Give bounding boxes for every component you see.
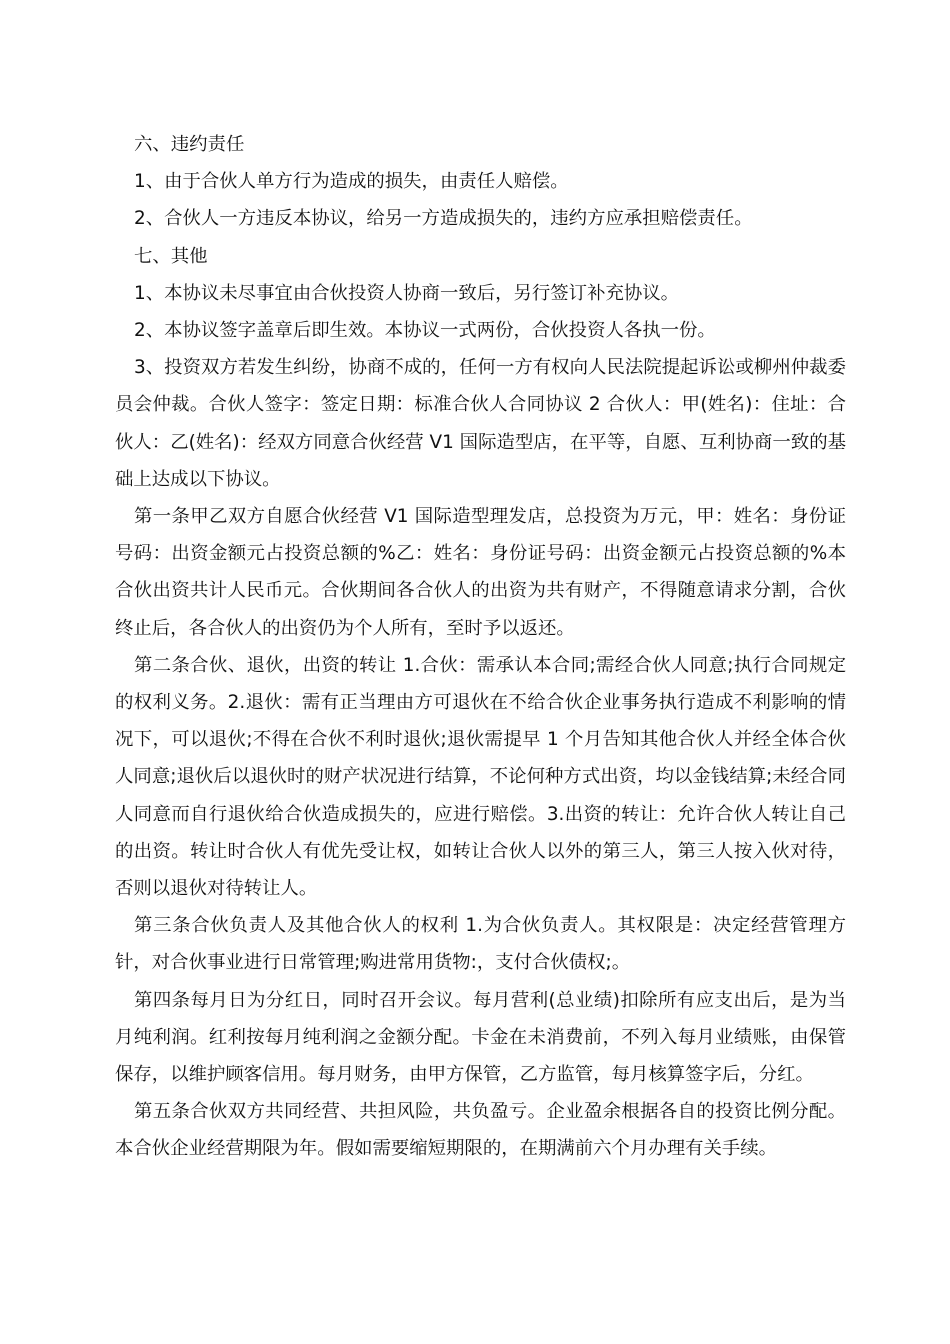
clause-paragraph: 3、投资双方若发生纠纷，协商不成的，任何一方有权向人民法院提起诉讼或柳州仲裁委员会仲裁。合伙人签字：签定日期：标准合伙人合同协议 2 合伙人：甲(姓名)：住址：合伙人：乙(姓名)：经双方同意合伙经营 V1 国际造型店，在平等，自愿、互利协商一致的基础上达成以下协议。 [115,357,846,490]
article-paragraph: 第五条合伙双方共同经营、共担风险，共负盈亏。企业盈余根据各自的投资比例分配。本合伙企业经营期限为年。假如需要缩短期限的，在期满前六个月办理有关手续。 [115,1101,846,1160]
section-heading-breach-liability: 六、违约责任 [134,134,245,155]
clause-paragraph: 2、本协议签字盖章后即生效。本协议一式两份，合伙投资人各执一份。 [134,320,716,342]
clause-paragraph: 1、本协议未尽事宜由合伙投资人协商一致后，另行签订补充协议。 [134,282,680,304]
clause-paragraph: 2、合伙人一方违反本协议，给另一方造成损失的，违约方应承担赔偿责任。 [134,208,753,230]
article-paragraph: 第四条每月日为分红日，同时召开会议。每月营利(总业绩)扣除所有应支出后，是为当月纯利润。红利按每月纯利润之金额分配。卡金在未消费前，不列入每月业绩账，由保管保存，以维护顾客信用。每月财务，由甲方保管，乙方监管，每月核算签字后，分红。 [115,989,846,1086]
clause-paragraph: 1、由于合伙人单方行为造成的损失，由责任人赔偿。 [134,171,569,193]
article-paragraph: 第一条甲乙双方自愿合伙经营 V1 国际造型理发店，总投资为万元，甲：姓名：身份证号码：出资金额元占投资总额的%乙：姓名：身份证号码：出资金额元占投资总额的%本合伙出资共计人民币元。合伙期间各合伙人的出资为共有财产，不得随意请求分割，合伙终止后，各合伙人的出资仍为个人所有，至时予以返还。 [115,506,846,639]
article-paragraph: 第二条合伙、退伙，出资的转让 1.合伙：需承认本合同;需经合伙人同意;执行合同规定的权利义务。2.退伙：需有正当理由方可退伙在不给合伙企业事务执行造成不利影响的情况下，可以退伙;不得在合伙不利时退伙;退伙需提早 1 个月告知其他合伙人并经全体合伙人同意;退伙后以退伙时的财产状况进行结算，不论何种方式出资，均以金钱结算;未经合同人同意而自行退伙给合伙造成损失的，应进行赔偿。3.出资的转让：允许合伙人转让自己的出资。转让时合伙人有优先受让权，如转让合伙人以外的第三人，第三人按入伙对待，否则以退伙对待转让人。 [115,654,846,900]
article-paragraph: 第三条合伙负责人及其他合伙人的权利 1.为合伙负责人。其权限是：决定经营管理方针，对合伙事业进行日常管理;购进常用货物:，支付合伙债权;。 [115,915,846,974]
section-heading-other: 七、其他 [134,245,208,267]
